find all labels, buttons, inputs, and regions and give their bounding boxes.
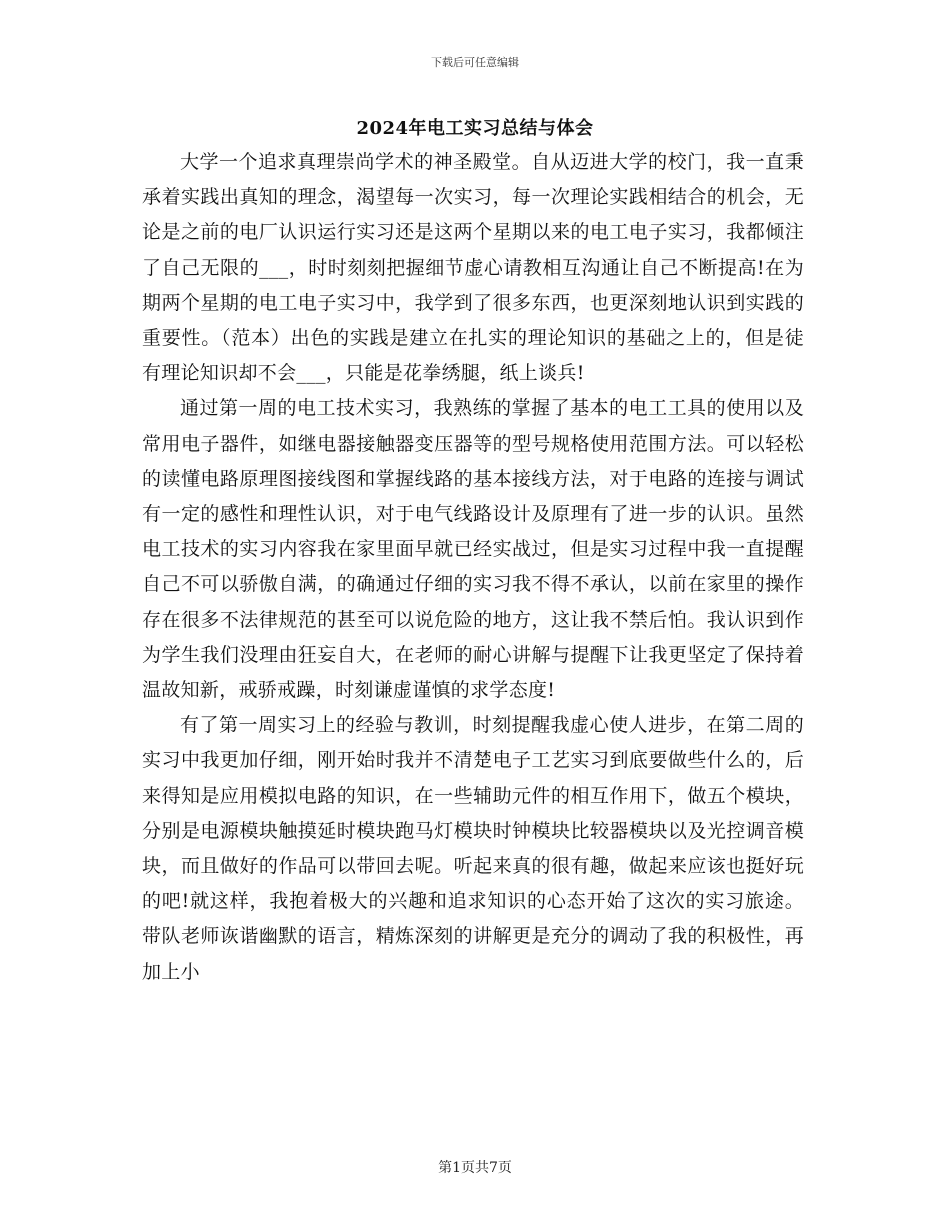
document-body bbox=[142, 145, 804, 990]
paragraph-1: 大学一个追求真理崇尚学术的神圣殿堂。自从迈进大学的校门，我一直秉承着实践出真知的理念，渴望每一次实习，每一次理论实践相结合的机会，无论是之前的电厂认识运行实习还是这两个星期以来的电工电子实习，我都倾注了自己无限的___，时时刻刻把握细节虚心请教相互沟通让自己不断提高!在为期两个星期的电工电子实习中，我学到了很多东西，也更深刻地认识到实践的重要性。（范本）出色的实践是建立在扎实的理论知识的基础之上的，但是徒有理论知识却不会___，只能是花拳绣腿，纸上谈兵! bbox=[142, 151, 804, 385]
paragraph-2: 通过第一周的电工技术实习，我熟练的掌握了基本的电工工具的使用以及常用电子器件，如继电器接触器变压器等的型号规格使用范围方法。可以轻松的读懂电路原理图接线图和掌握线路的基本接线方法，对于电路的连接与调试有一定的感性和理性认识，对于电气线路设计及原理有了进一步的认识。虽然电工技术的实习内容我在家里面早就已经实战过，但是实习过程中我一直提醒自己不可以骄傲自满，的确通过仔细的实习我不得不承认，以前在家里的操作存在很多不法律规范的甚至可以说危险的地方，这让我不禁后怕。我认识到作为学生我们没理由狂妄自大，在老师的耐心讲解与提醒下让我更坚定了保持着温故知新，戒骄戒躁，时刻谦虚谨慎的求学态度! bbox=[142, 397, 804, 702]
page-number: 第1页共7页 bbox=[438, 1160, 512, 1176]
paragraph-3: 有了第一周实习上的经验与教训，时刻提醒我虚心使人进步，在第二周的实习中我更加仔细，刚开始时我并不清楚电子工艺实习到底要做些什么的，后来得知是应用模拟电路的知识，在一些辅助元件的相互作用下，做五个模块，分别是电源模块触摸延时模块跑马灯模块时钟模块比较器模块以及光控调音模块，而且做好的作品可以带回去呢。听起来真的很有趣，做起来应该也挺好玩的吧!就这样，我抱着极大的兴趣和追求知识的心态开始了这次的实习旅途。带队老师诙谐幽默的语言，精炼深刻的讲解更是充分的调动了我的积极性，再加上小 bbox=[142, 714, 804, 983]
page-header-note: 下载后可任意编辑 bbox=[431, 56, 519, 69]
document-title: 2024年电工实习总结与体会 bbox=[356, 118, 594, 139]
